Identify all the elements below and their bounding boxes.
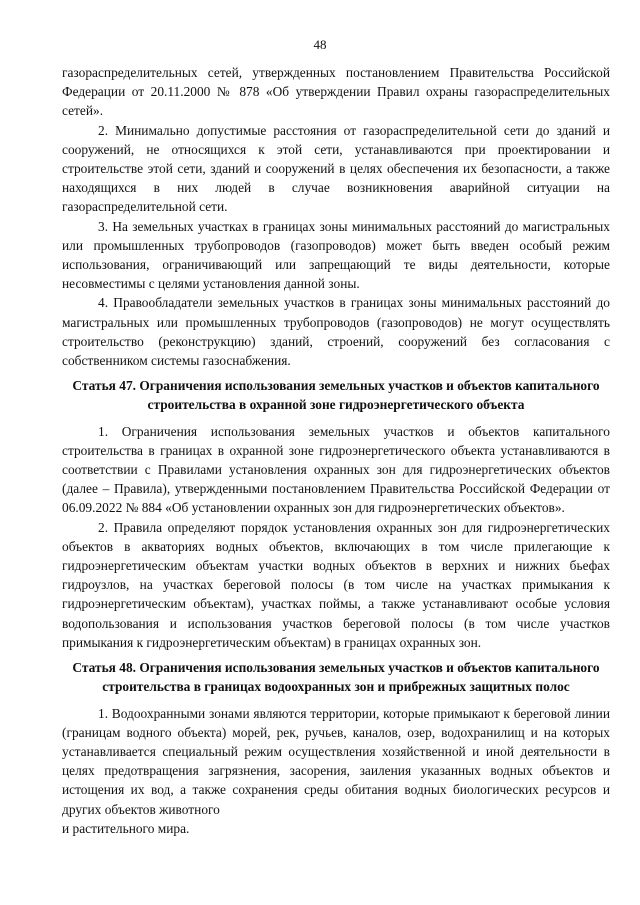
- paragraph-article-47-item-1: 1. Ограничения использования земельных участков и объектов капитального строительства в границах в охранной зоне гидроэнергетического объекта устанавливаются в соответствии с Правилами установления охранных зон для гидроэнергетических объектов (далее – Правила), утвержденными постановлением Правительства Российской Федерации от 06.09.2022 № 884 «Об установлении охранных зон для гидроэнергетических объектов».: [62, 423, 610, 516]
- paragraph-article-48-item-1: 1. Водоохранными зонами являются территории, которые примыкают к береговой линии (границам водного объекта) морей, рек, ручьев, каналов, озер, водохранилищ и на которых устанавливается специальный режим осуществления хозяйственной и иной деятельности в целях предотвращения загрязнения, засорения, заиления указанных водных объектов и истощения их вод, а также сохранения среды обитания водных биологических ресурсов и других объектов животного: [62, 705, 610, 817]
- document-body: [62, 63, 610, 838]
- paragraph-owners-restrictions: 4. Правообладатели земельных участков в границах зоны минимальных расстояний до магистральных или промышленных трубопроводов (газопроводов) не могут осуществлять строительство (реконструкцию) зданий, строений, сооружений без согласования с собственником системы газоснабжения.: [62, 295, 610, 369]
- article-48-heading: Статья 48. Ограничения использования земельных участков и объектов капитального строительства в границах водоохранных зон и прибрежных защитных полос: [72, 660, 600, 695]
- page-number: 48: [313, 37, 327, 52]
- paragraph-special-regime: 3. На земельных участках в границах зоны минимальных расстояний до магистральных или промышленных трубопроводов (газопроводов) может быть введен особый режим использования, ограничивающий или запрещающий те виды деятельности, которые несовместимы с целями установления данной зоны.: [62, 218, 610, 292]
- paragraph-gas-network-rules-end: газораспределительных сетей, утвержденных постановлением Правительства Российской Федерации от 20.11.2000 № 878 «Об утверждении Правил охраны газораспределительных сетей».: [62, 65, 610, 119]
- paragraph-article-48-item-1-end: и растительного мира.: [62, 820, 190, 836]
- article-47-heading: Статья 47. Ограничения использования земельных участков и объектов капитального строительства в охранной зоне гидроэнергетического объекта: [72, 378, 600, 413]
- paragraph-article-47-item-2: 2. Правила определяют порядок установления охранных зон для гидроэнергетических объектов в акваториях водных объектов, включающих в том числе прилегающие к гидроэнергетическим объектам участки водных объектов в верхних и нижних бьефах гидроузлов, на участках береговой полосы (в том числе на участках примыкания к гидроэнергетическим объектам), участках поймы, а также устанавливают особые условия водопользования и использования участков береговой полосы (в том числе участков примыкания к гидроэнергетическим объектам) в границах охранных зон.: [62, 519, 610, 650]
- paragraph-min-distances: 2. Минимально допустимые расстояния от газораспределительной сети до зданий и сооружений, не относящихся к этой сети, устанавливаются при проектировании и строительстве этой сети, зданий и сооружений в целях обеспечения их безопасности, а также находящихся в них людей в случае возникновения аварийной ситуации на газораспределительной сети.: [62, 122, 610, 215]
